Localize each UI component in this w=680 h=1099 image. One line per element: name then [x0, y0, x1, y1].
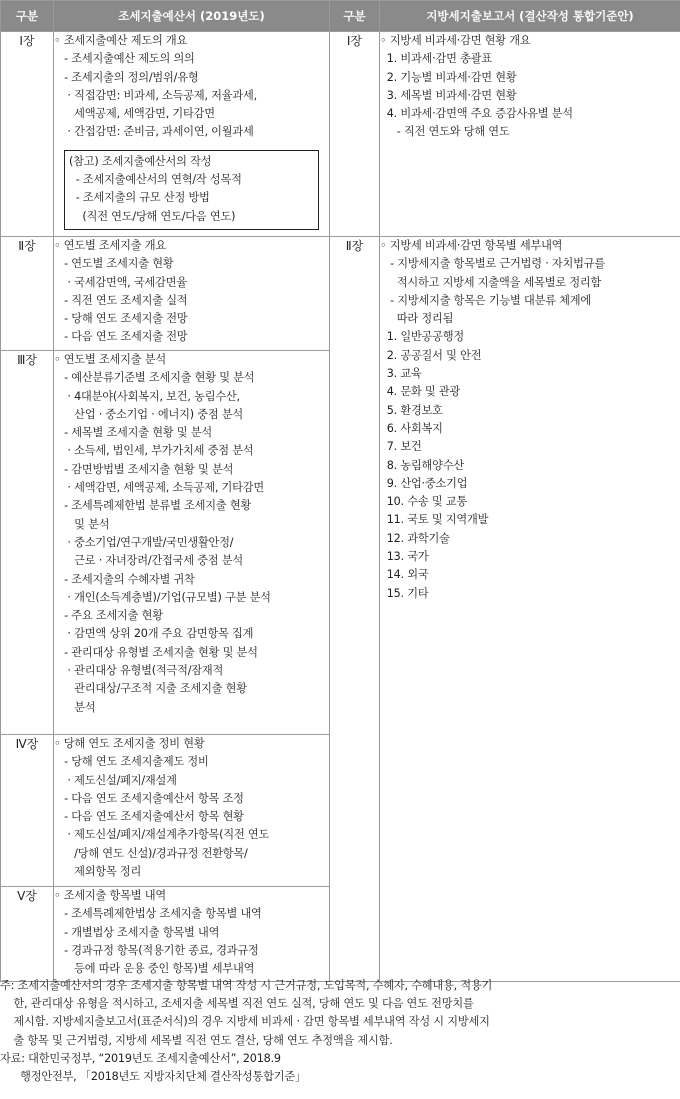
text-line: 따라 정리됨 — [380, 312, 454, 326]
footnote-lines — [0, 977, 680, 1086]
chapter-label-left: Ⅲ장 — [1, 350, 54, 734]
header-row — [1, 1, 680, 32]
text-line: ◦ 조세지출예산 제도의 개요 — [54, 34, 188, 47]
chapter-content-left — [54, 350, 330, 734]
text-line: - 직전 연도 조세지출 실적 — [54, 293, 188, 307]
text-line: · 국세감면액, 국세감면율 — [54, 275, 187, 289]
text-line: - 감면방법별 조세지출 현황 및 분석 — [54, 462, 234, 476]
text-line: - 조세지출예산서의 연혁/작 성목적 — [69, 173, 242, 187]
text-line: · 중소기업/연구개발/국민생활안정/ — [54, 535, 234, 549]
chapter-label-left: Ⅳ장 — [1, 734, 54, 886]
chapter-label-right: Ⅱ장 — [330, 236, 380, 981]
text-line: - 조세특례제한법 분류별 조세지출 현황 — [54, 499, 252, 513]
text-line: · 간접감면: 준비금, 과세이연, 이월과세 — [54, 125, 254, 139]
text-line: - 세목별 조세지출 현황 및 분석 — [54, 426, 212, 440]
text-line: - 연도별 조세지출 현황 — [54, 257, 174, 271]
text-line: 5. 환경보호 — [380, 403, 443, 417]
text-line: 7. 보건 — [380, 440, 422, 454]
text-line: - 조세지출예산 제도의 의의 — [54, 52, 195, 66]
text-line: · 감면액 상위 20개 주요 감면항목 집계 — [54, 627, 254, 641]
text-line: 근로 · 자녀장려/간접국세 중점 분석 — [54, 554, 243, 568]
text-line: 2. 공공질서 및 안전 — [380, 348, 482, 362]
text-line: - 다음 연도 조세지출예산서 항목 현황 — [54, 810, 244, 824]
chapter-label-left: Ⅱ장 — [1, 236, 54, 350]
text-line: 8. 농림해양수산 — [380, 458, 464, 472]
chapter-content-left — [54, 236, 330, 350]
chapter-label-left: Ⅴ장 — [1, 886, 54, 981]
header-local-tax-report: 지방세지출보고서 (결산작성 통합기준안) — [380, 1, 680, 32]
text-line: 등에 따라 운용 중인 항목)별 세부내역 — [54, 962, 255, 976]
text-line: 10. 수송 및 교통 — [380, 495, 468, 509]
content-lines — [54, 32, 329, 142]
text-line: 11. 국토 및 지역개발 — [380, 513, 489, 527]
text-line: - 주요 조세지출 현황 — [54, 609, 163, 623]
text-line: 13. 국가 — [380, 550, 429, 564]
content-lines — [380, 32, 680, 142]
text-line: - 조세지출의 규모 산정 방법 — [69, 191, 210, 205]
chapter-content-left — [54, 734, 330, 886]
text-line: - 당해 연도 조세지출 전망 — [54, 312, 188, 326]
text-line: 4. 문화 및 관광 — [380, 385, 461, 399]
text-line: 2. 기능별 비과세·감면 현황 — [380, 70, 517, 84]
text-line: - 개별법상 조세지출 항목별 내역 — [54, 925, 220, 939]
header-category-left: 구분 — [1, 1, 54, 32]
footnote-line: 제시함. 지방세지출보고서(표준서식)의 경우 지방세 비과세 · 감면 항목별 세부내역 작성 시 지방세지 — [0, 1015, 490, 1029]
header-category-right: 구분 — [330, 1, 380, 32]
text-line: /당해 연도 신설)/경과규정 전환항목/ — [54, 846, 248, 860]
reference-lines — [69, 153, 314, 226]
text-line: · 제도신설/폐지/재설계추가항목(직전 연도 — [54, 828, 270, 842]
text-line: - 조세특례제한법상 조세지출 항목별 내역 — [54, 907, 262, 921]
content-lines — [54, 237, 329, 347]
footnote-line: 주: 조세지출예산서의 경우 조세지출 항목별 내역 작성 시 근거규정, 도입목적, 수혜자, 수혜내용, 적용기 — [0, 979, 493, 992]
text-line: · 직접감면: 비과세, 소득공제, 저율과세, — [54, 88, 257, 102]
chapter-label-right: Ⅰ장 — [330, 32, 380, 237]
text-line: - 예산분류기준별 조세지출 현황 및 분석 — [54, 371, 255, 385]
text-line: 14. 외국 — [380, 568, 429, 582]
text-line: 3. 교육 — [380, 367, 422, 381]
text-line: 1. 일반공공행정 — [380, 330, 464, 344]
text-line: - 지방세지출 항목별로 근거법령 · 자치법규를 — [380, 257, 605, 271]
text-line: · 세액감면, 세액공제, 소득공제, 기타감면 — [54, 481, 264, 495]
chapter-content-left — [54, 886, 330, 981]
text-line: - 다음 연도 조세지출예산서 항목 조정 — [54, 791, 244, 805]
chapter-row — [1, 236, 680, 350]
text-line: 6. 사회복지 — [380, 421, 443, 435]
chapter-row — [1, 32, 680, 237]
text-line: ◦ 조세지출 항목별 내역 — [54, 888, 166, 902]
text-line: - 다음 연도 조세지출 전망 — [54, 330, 188, 344]
text-line: · 소득세, 법인세, 부가가치세 중점 분석 — [54, 444, 254, 458]
chapter-content-right — [380, 32, 680, 237]
chapter-content-left — [54, 32, 330, 237]
text-line: 관리대상/구조적 지출 조세지출 현황 — [54, 682, 247, 696]
text-line: - 당해 연도 조세지출제도 정비 — [54, 755, 209, 769]
text-line: · 제도신설/폐지/재설계 — [54, 773, 177, 787]
text-line: 15. 기타 — [380, 586, 429, 600]
text-line: - 지방세지출 항목은 기능별 대분류 체계에 — [380, 293, 592, 307]
text-line: ◦ 연도별 조세지출 개요 — [54, 238, 166, 252]
footnote-line: 출 항목 및 근거법령, 지방세 세목별 직전 연도 결산, 당해 연도 추정액을 제시함. — [0, 1033, 393, 1047]
text-line: 및 분석 — [54, 517, 110, 531]
text-line: · 관리대상 유형별(적극적/잠재적 — [54, 664, 224, 678]
text-line: ◦ 지방세 비과세·감면 현황 개요 — [380, 34, 531, 47]
chapter-label-left: Ⅰ장 — [1, 32, 54, 237]
text-line: (직전 연도/당해 연도/다음 연도) — [69, 209, 236, 223]
text-line: - 경과규정 항목(적용기한 종료, 경과규정 — [54, 943, 259, 957]
text-line: 12. 과학기술 — [380, 531, 450, 545]
text-line: 9. 산업·중소기업 — [380, 476, 468, 490]
text-line: - 직전 연도와 당해 연도 — [380, 125, 510, 139]
text-line: 제외항목 정리 — [54, 865, 142, 879]
text-line: (참고) 조세지출예산서의 작성 — [69, 154, 212, 168]
text-line: 세액공제, 세액감면, 기타감면 — [54, 107, 215, 121]
text-line: - 관리대상 유형별 조세지출 현황 및 분석 — [54, 645, 258, 659]
text-line: · 개인(소득계층별)/기업(규모별) 구분 분석 — [54, 590, 271, 604]
text-line: 1. 비과세·감면 총괄표 — [380, 52, 492, 66]
reference-box — [64, 150, 319, 230]
content-lines — [54, 735, 329, 881]
footnote-line: 한, 관리대상 유형을 적시하고, 조세지출 세목별 직전 연도 실적, 당해 연도 및 다음 연도 전망치를 — [0, 997, 474, 1011]
text-line: 적시하고 지방세 지출액을 세목별로 정리함 — [380, 275, 602, 289]
text-line: 산업 · 중소기업 · 에너지) 중점 분석 — [54, 407, 244, 421]
chapter-content-right — [380, 236, 680, 981]
text-line: 3. 세목별 비과세·감면 현황 — [380, 88, 517, 102]
content-lines — [54, 351, 329, 717]
footnote-line: 자료: 대한민국정부, “2019년도 조세지출예산서”, 2018.9 — [0, 1051, 281, 1065]
footnote-line: 행정안전부, 「2018년도 지방자치단체 결산작성통합기준」 — [0, 1070, 306, 1084]
text-line: · 4대분야(사회복지, 보건, 농림수산, — [54, 389, 240, 403]
text-line: ◦ 지방세 비과세·감면 항목별 세부내역 — [380, 238, 563, 252]
footnotes — [0, 977, 680, 1086]
text-line: 분석 — [54, 700, 96, 714]
text-line: 4. 비과세·감면액 주요 증감사유별 분석 — [380, 107, 573, 121]
content-lines — [54, 887, 329, 978]
content-lines — [380, 237, 680, 603]
text-line: - 조세지출의 정의/범위/유형 — [54, 70, 199, 84]
text-line: - 조세지출의 수혜자별 귀착 — [54, 572, 195, 586]
text-line: ◦ 연도별 조세지출 분석 — [54, 352, 166, 366]
text-line: ◦ 당해 연도 조세지출 정비 현황 — [54, 736, 205, 750]
header-tax-expenditure-budget: 조세지출예산서 (2019년도) — [54, 1, 330, 32]
